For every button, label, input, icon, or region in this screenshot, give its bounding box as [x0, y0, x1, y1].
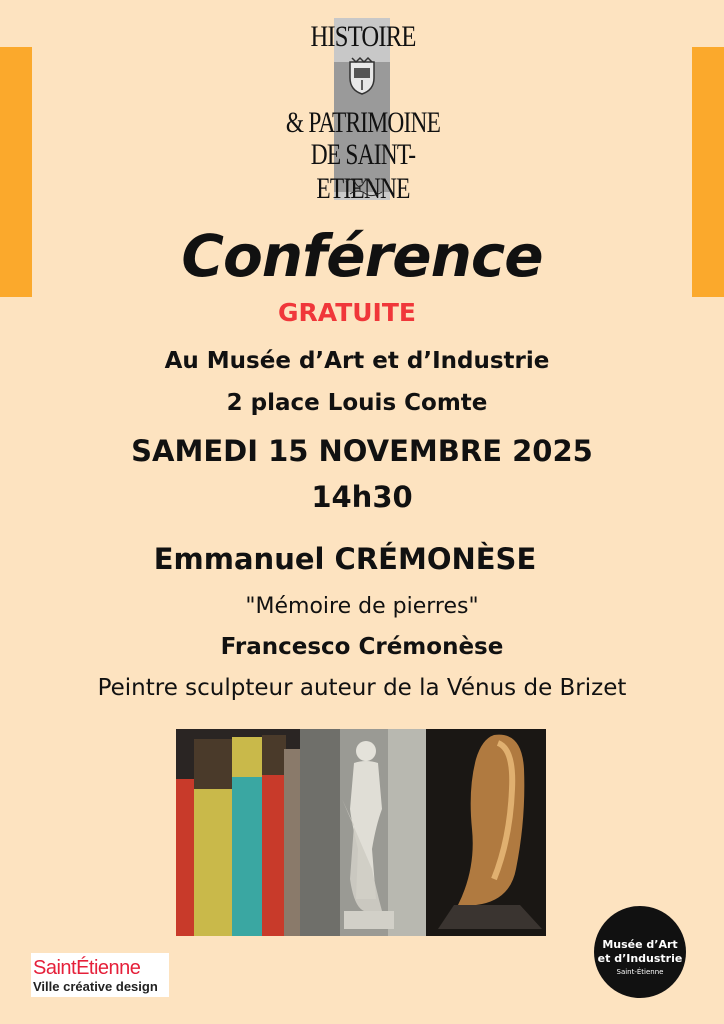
logo-line-saint-etienne: DE SAINT-ETIENNE [310, 138, 416, 205]
histoire-patrimoine-logo [268, 18, 458, 205]
event-address: 2 place Louis Comte [226, 390, 488, 416]
saint-etienne-city-logo [31, 953, 169, 997]
museum-logo-line1: Musée d’Art [602, 938, 678, 951]
event-speaker: Emmanuel CRÉMONÈSE [153, 542, 537, 576]
event-price: GRATUITE [278, 298, 416, 327]
museum-logo-text [594, 938, 686, 966]
venus-statue-image [300, 729, 426, 936]
event-venue: Au Musée d’Art et d’Industrie [164, 348, 550, 374]
artwork-photos [176, 729, 546, 936]
logo-line-patrimoine: & PATRIMOINE [285, 106, 441, 139]
painting-image [176, 729, 300, 936]
logo-line-histoire: HISTOIRE [310, 20, 416, 53]
musee-art-industrie-logo [594, 906, 686, 998]
museum-logo-line2: et d’Industrie [597, 952, 683, 965]
event-subject: "Mémoire de pierres" [245, 594, 479, 619]
logo-signature-icon [342, 174, 386, 200]
museum-logo-city: Saint-Étienne [616, 968, 664, 976]
city-logo-tagline: Ville créative design [33, 979, 158, 994]
event-artist-description: Peintre sculpteur auteur de la Vénus de Brizet [97, 675, 627, 701]
coat-of-arms-icon [344, 56, 380, 96]
bronze-sculpture-image [426, 729, 546, 936]
event-title: Conférence [181, 222, 543, 290]
event-time: 14h30 [311, 480, 413, 514]
event-date: SAMEDI 15 NOVEMBRE 2025 [131, 434, 593, 468]
event-artist: Francesco Crémonèse [220, 634, 504, 660]
city-logo-name: SaintÉtienne [33, 957, 141, 979]
